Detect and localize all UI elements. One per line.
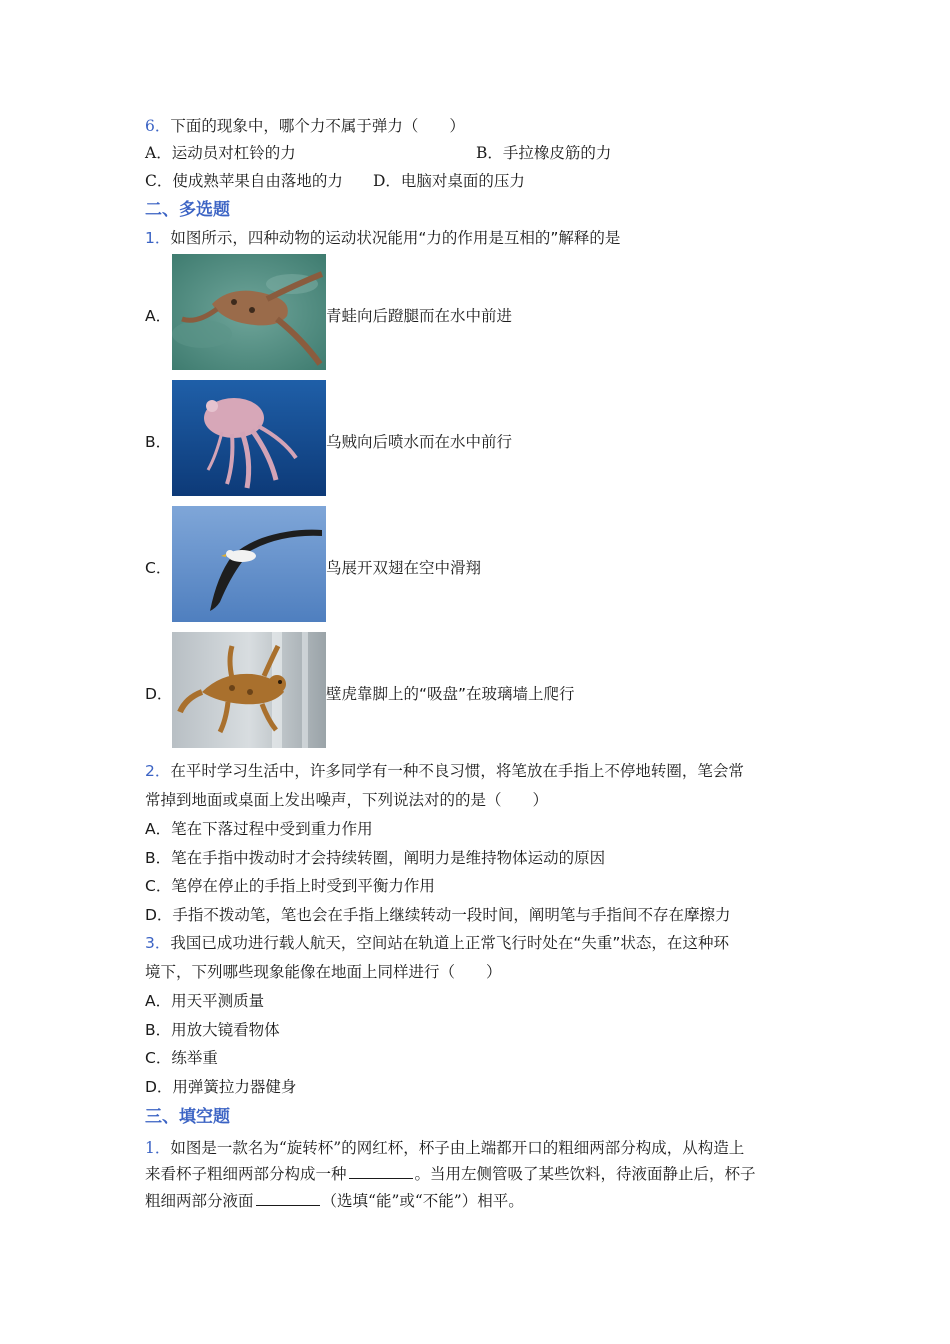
m3-option-a: A．用天平测质量 — [145, 992, 265, 1010]
q6-number: 6． — [145, 117, 171, 135]
m2-option-d: D．手指不拨动笔，笔也会在手指上继续转动一段时间，阐明笔与手指间不存在摩擦力 — [145, 906, 731, 924]
m2-option-c: C．笔停在停止的手指上时受到平衡力作用 — [145, 877, 435, 895]
q6-option-c: C．使成熟苹果自由落地的力 — [145, 172, 343, 190]
m2-option-a: A．笔在下落过程中受到重力作用 — [145, 820, 373, 838]
m1-number: 1． — [145, 229, 171, 247]
m1-stem: 1．如图所示，四种动物的运动状况能用“力的作用是互相的”解释的是 — [145, 229, 621, 247]
m1-option-c-text: 鸟展开双翅在空中滑翔 — [326, 559, 482, 577]
m1-option-b-text: 乌贼向后喷水而在水中前行 — [326, 433, 513, 451]
q6-option-d: D．电脑对桌面的压力 — [373, 172, 525, 190]
answer-blank-1[interactable] — [349, 1164, 413, 1179]
answer-blank-2[interactable] — [256, 1191, 320, 1206]
m2-option-b: B．笔在手指中拨动时才会持续转圈，阐明力是维持物体运动的原因 — [145, 849, 606, 867]
m3-stem-line1: 3．我国已成功进行载人航天，空间站在轨道上正常飞行时处在“失重”状态，在这种环 — [145, 934, 729, 952]
q6-option-b: B．手拉橡皮筋的力 — [476, 144, 612, 162]
m3-option-b: B．用放大镜看物体 — [145, 1021, 280, 1039]
m1-option-c-letter: C． — [145, 559, 172, 577]
m1-option-d-text: 壁虎靠脚上的“吸盘”在玻璃墙上爬行 — [326, 685, 575, 703]
q6-option-a: A．运动员对杠铃的力 — [145, 144, 296, 162]
m3-number: 3． — [145, 934, 171, 952]
section-heading-multiple-choice: 二、多选题 — [145, 200, 230, 220]
f1-stem-line1: 1．如图是一款名为“旋转杯”的网红杯，杯子由上端都开口的粗细两部分构成，从构造上 — [145, 1139, 745, 1157]
f1-number: 1． — [145, 1139, 171, 1157]
squid-image — [172, 380, 326, 496]
m3-option-d: D．用弹簧拉力器健身 — [145, 1078, 297, 1096]
q6-stem: 6．下面的现象中，哪个力不属于弹力（ ） — [145, 117, 465, 135]
gecko-image — [172, 632, 326, 748]
m1-option-a-letter: A． — [145, 307, 172, 325]
m1-option-d-letter: D． — [145, 685, 173, 703]
m2-stem-line1: 2．在平时学习生活中，许多同学有一种不良习惯，将笔放在手指上不停地转圈，笔会常 — [145, 762, 744, 780]
m1-option-a-text: 青蛙向后蹬腿而在水中前进 — [326, 307, 513, 325]
frog-image — [172, 254, 326, 370]
m2-number: 2． — [145, 762, 171, 780]
m2-stem-line2: 常掉到地面或桌面上发出噪声，下列说法对的的是（ ） — [145, 791, 549, 809]
f1-stem-line2: 来看杯子粗细两部分构成一种 。当用左侧管吸了某些饮料，待液面静止后，杯子 — [145, 1165, 756, 1183]
bird-image — [172, 506, 326, 622]
section-heading-fill-in: 三、填空题 — [145, 1107, 230, 1127]
m3-stem-line2: 境下，下列哪些现象能像在地面上同样进行（ ） — [145, 963, 502, 981]
f1-stem-line3: 粗细两部分液面 （选填“能”或“不能”）相平。 — [145, 1192, 524, 1210]
m3-option-c: C．练举重 — [145, 1049, 218, 1067]
m1-option-b-letter: B． — [145, 433, 172, 451]
